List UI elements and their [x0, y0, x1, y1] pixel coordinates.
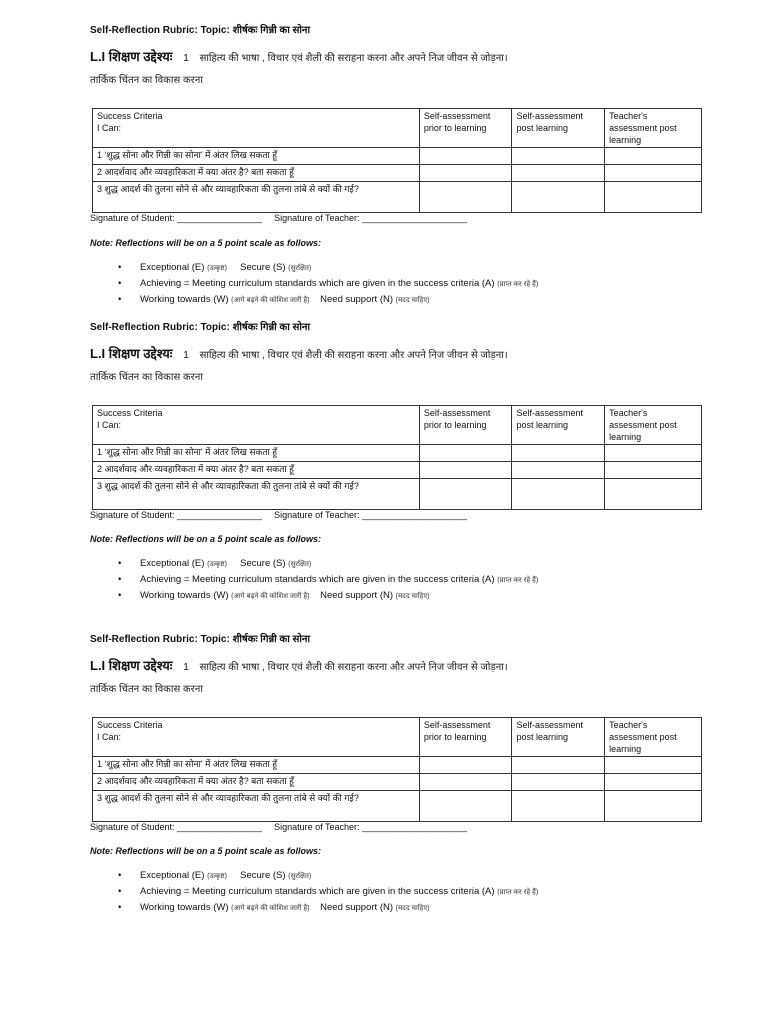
scale-exceptional-hi: (उत्कृष्ट) — [207, 561, 227, 568]
rubric-block-3 — [90, 633, 690, 913]
criterion-1-self-prior-cell[interactable] — [419, 148, 512, 165]
signature-teacher: Signature of Teacher: _____________________ — [274, 822, 468, 832]
scale-item-working-support — [118, 588, 538, 604]
learning-objective — [90, 49, 690, 65]
criterion-2: 2 आदर्शवाद और व्यवहारिकता में क्या अंतर है? बता सकता हूँ — [93, 462, 420, 479]
scale-list — [118, 556, 538, 604]
criterion-1-self-post-cell[interactable] — [512, 757, 605, 774]
criterion-2-self-post-cell[interactable] — [512, 462, 605, 479]
rubric-block-1 — [90, 24, 690, 305]
criterion-2-teacher-cell[interactable] — [605, 165, 702, 182]
header-self-prior: Self-assessment prior to learning — [419, 406, 512, 445]
scale-working: Working towards (W) — [140, 902, 229, 913]
rubric-heading: Self-Reflection Rubric: Topic: शीर्षकः गिन्नी का सोना — [90, 25, 311, 36]
scale-achieving: Achieving = Meeting curriculum standards which are given in the success criteria (A) — [140, 278, 495, 289]
criterion-1: 1 ‘शुद्ध सोना और गिन्नी का सोना’ में अंतर लिख सकता हूँ — [93, 757, 420, 774]
rubric-heading: Self-Reflection Rubric: Topic: शीर्षकः गिन्नी का सोना — [90, 634, 311, 645]
signature-line — [90, 509, 467, 521]
bullet-icon: • — [118, 294, 122, 305]
bullet-icon: • — [118, 558, 122, 569]
objective-number: 1 — [183, 350, 189, 361]
rubric-block-2 — [90, 321, 690, 601]
criterion-2-self-post-cell[interactable] — [512, 774, 605, 791]
scale-exceptional: Exceptional (E) — [140, 262, 205, 273]
bullet-icon: • — [118, 886, 122, 897]
scale-support-hi: (मदद चाहिए) — [395, 593, 430, 600]
header-teacher-post: Teacher's assessment post learning — [605, 109, 702, 148]
learning-objective — [90, 658, 690, 674]
objective-line-2: तार्किक चिंतन का विकास करना — [90, 684, 203, 695]
signature-line — [90, 821, 467, 833]
signature-teacher: Signature of Teacher: _____________________ — [274, 510, 468, 520]
scale-secure: Secure (S) — [240, 262, 286, 273]
scale-working-hi: (आगे बढ़ने की कोशिश जारी है) — [231, 297, 310, 304]
scale-secure: Secure (S) — [240, 870, 286, 881]
header-teacher-post: Teacher's assessment post learning — [605, 406, 702, 445]
criterion-2: 2 आदर्शवाद और व्यवहारिकता में क्या अंतर है? बता सकता हूँ — [93, 774, 420, 791]
criterion-3-self-prior-cell[interactable] — [419, 791, 512, 822]
criterion-1-teacher-cell[interactable] — [605, 148, 702, 165]
rubric-table — [92, 717, 702, 822]
scale-working: Working towards (W) — [140, 590, 229, 601]
criterion-3: 3 शुद्ध आदर्श की तुलना सोने से और व्यावहारिकता की तुलना तांबे से क्यों की गई? — [93, 182, 420, 213]
criterion-2-self-prior-cell[interactable] — [419, 165, 512, 182]
criterion-2-self-post-cell[interactable] — [512, 165, 605, 182]
scale-achieving: Achieving = Meeting curriculum standards which are given in the success criteria (A) — [140, 886, 495, 897]
criterion-3-self-post-cell[interactable] — [512, 791, 605, 822]
signature-student: Signature of Student: _________________ — [90, 213, 263, 223]
objective-number: 1 — [183, 53, 189, 64]
header-self-post: Self-assessment post learning — [512, 109, 605, 148]
rubric-table — [92, 405, 702, 510]
header-self-post: Self-assessment post learning — [512, 718, 605, 757]
scale-secure-hi: (सुरक्षित) — [288, 873, 312, 880]
scale-working-hi: (आगे बढ़ने की कोशिश जारी है) — [231, 593, 310, 600]
criterion-1-self-prior-cell[interactable] — [419, 445, 512, 462]
scale-note: Note: Reflections will be on a 5 point scale as follows: — [90, 846, 322, 856]
criterion-3-self-post-cell[interactable] — [512, 182, 605, 213]
criterion-1-teacher-cell[interactable] — [605, 757, 702, 774]
scale-secure-hi: (सुरक्षित) — [288, 561, 312, 568]
bullet-icon: • — [118, 870, 122, 881]
header-self-prior: Self-assessment prior to learning — [419, 109, 512, 148]
bullet-icon: • — [118, 574, 122, 585]
scale-support: Need support (N) — [320, 294, 394, 305]
criterion-2-teacher-cell[interactable] — [605, 462, 702, 479]
header-success-criteria: Success Criteria I Can: — [93, 406, 420, 445]
criterion-3-self-prior-cell[interactable] — [419, 479, 512, 510]
scale-item-exceptional-secure — [118, 868, 538, 884]
scale-item-working-support — [118, 292, 538, 308]
criterion-3-self-post-cell[interactable] — [512, 479, 605, 510]
bullet-icon: • — [118, 902, 122, 913]
scale-list — [118, 260, 538, 308]
scale-item-achieving — [118, 572, 538, 588]
bullet-icon: • — [118, 262, 122, 273]
scale-exceptional-hi: (उत्कृष्ट) — [207, 873, 227, 880]
scale-note: Note: Reflections will be on a 5 point scale as follows: — [90, 238, 322, 248]
criterion-2: 2 आदर्शवाद और व्यवहारिकता में क्या अंतर है? बता सकता हूँ — [93, 165, 420, 182]
header-success-criteria: Success Criteria I Can: — [93, 718, 420, 757]
objective-line-2: तार्किक चिंतन का विकास करना — [90, 372, 203, 383]
scale-support-hi: (मदद चाहिए) — [395, 297, 430, 304]
bullet-icon: • — [118, 278, 122, 289]
signature-student: Signature of Student: _________________ — [90, 510, 263, 520]
criterion-1: 1 ‘शुद्ध सोना और गिन्नी का सोना’ में अंतर लिख सकता हूँ — [93, 445, 420, 462]
scale-item-achieving — [118, 884, 538, 900]
criterion-3: 3 शुद्ध आदर्श की तुलना सोने से और व्यावहारिकता की तुलना तांबे से क्यों की गई? — [93, 479, 420, 510]
scale-working-hi: (आगे बढ़ने की कोशिश जारी है) — [231, 905, 310, 912]
criterion-1-self-prior-cell[interactable] — [419, 757, 512, 774]
objective-label: L.I शिक्षण उद्देश्यः — [90, 49, 173, 64]
scale-achieving-hi: (प्राप्त कर रहे हैं) — [497, 577, 539, 584]
criterion-3: 3 शुद्ध आदर्श की तुलना सोने से और व्यावहारिकता की तुलना तांबे से क्यों की गई? — [93, 791, 420, 822]
scale-exceptional: Exceptional (E) — [140, 870, 205, 881]
scale-item-working-support — [118, 900, 538, 916]
criterion-1-self-post-cell[interactable] — [512, 445, 605, 462]
scale-working: Working towards (W) — [140, 294, 229, 305]
signature-student: Signature of Student: _________________ — [90, 822, 263, 832]
criterion-3-teacher-cell[interactable] — [605, 479, 702, 510]
criterion-2-self-prior-cell[interactable] — [419, 462, 512, 479]
scale-exceptional: Exceptional (E) — [140, 558, 205, 569]
bullet-icon: • — [118, 590, 122, 601]
signature-line — [90, 212, 467, 224]
scale-achieving-hi: (प्राप्त कर रहे हैं) — [497, 889, 539, 896]
scale-achieving-hi: (प्राप्त कर रहे हैं) — [497, 281, 539, 288]
criterion-3-self-prior-cell[interactable] — [419, 182, 512, 213]
rubric-heading: Self-Reflection Rubric: Topic: शीर्षकः गिन्नी का सोना — [90, 322, 311, 333]
objective-number: 1 — [183, 662, 189, 673]
criterion-1: 1 ‘शुद्ध सोना और गिन्नी का सोना’ में अंतर लिख सकता हूँ — [93, 148, 420, 165]
learning-objective — [90, 346, 690, 362]
criterion-2-self-prior-cell[interactable] — [419, 774, 512, 791]
scale-item-exceptional-secure — [118, 556, 538, 572]
rubric-table — [92, 108, 702, 213]
scale-achieving: Achieving = Meeting curriculum standards which are given in the success criteria (A) — [140, 574, 495, 585]
objective-label: L.I शिक्षण उद्देश्यः — [90, 346, 173, 361]
scale-item-achieving — [118, 276, 538, 292]
scale-item-exceptional-secure — [118, 260, 538, 276]
signature-teacher: Signature of Teacher: _____________________ — [274, 213, 468, 223]
header-teacher-post: Teacher's assessment post learning — [605, 718, 702, 757]
scale-note: Note: Reflections will be on a 5 point scale as follows: — [90, 534, 322, 544]
header-self-prior: Self-assessment prior to learning — [419, 718, 512, 757]
header-self-post: Self-assessment post learning — [512, 406, 605, 445]
scale-secure: Secure (S) — [240, 558, 286, 569]
scale-exceptional-hi: (उत्कृष्ट) — [207, 265, 227, 272]
scale-support: Need support (N) — [320, 590, 394, 601]
criterion-3-teacher-cell[interactable] — [605, 182, 702, 213]
criterion-1-self-post-cell[interactable] — [512, 148, 605, 165]
objective-label: L.I शिक्षण उद्देश्यः — [90, 658, 173, 673]
header-success-criteria: Success Criteria I Can: — [93, 109, 420, 148]
objective-line-2: तार्किक चिंतन का विकास करना — [90, 75, 203, 86]
objective-text: साहित्य की भाषा , विचार एवं शैली की सराहना करना और अपने निज जीवन से जोड़ना। — [199, 53, 508, 64]
criterion-2-teacher-cell[interactable] — [605, 774, 702, 791]
objective-text: साहित्य की भाषा , विचार एवं शैली की सराहना करना और अपने निज जीवन से जोड़ना। — [199, 662, 508, 673]
criterion-1-teacher-cell[interactable] — [605, 445, 702, 462]
scale-list — [118, 868, 538, 916]
scale-support: Need support (N) — [320, 902, 394, 913]
scale-support-hi: (मदद चाहिए) — [395, 905, 430, 912]
scale-secure-hi: (सुरक्षित) — [288, 265, 312, 272]
criterion-3-teacher-cell[interactable] — [605, 791, 702, 822]
objective-text: साहित्य की भाषा , विचार एवं शैली की सराहना करना और अपने निज जीवन से जोड़ना। — [199, 350, 508, 361]
